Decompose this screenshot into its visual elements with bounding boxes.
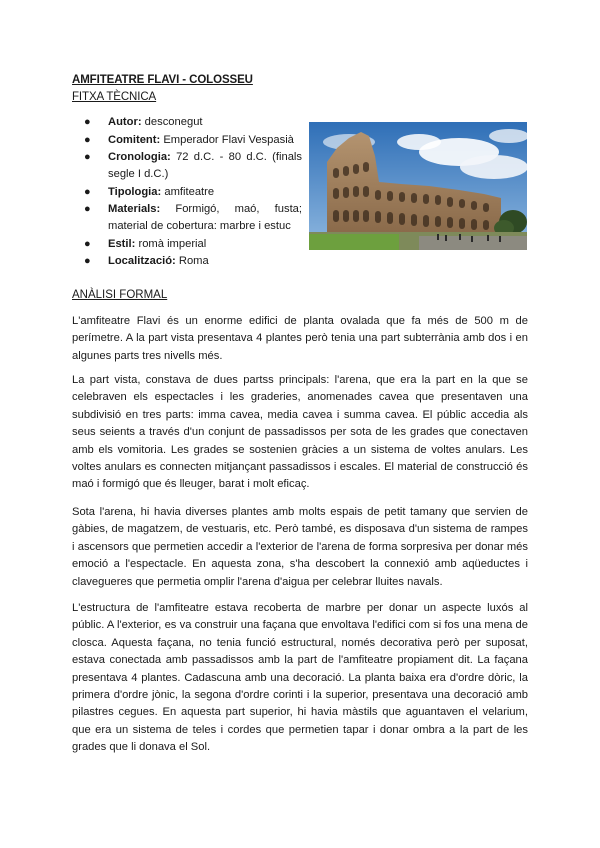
paragraph: Sota l'arena, hi havia diverses plantes amb molts espais de petit tamany que servien de gàbies, de magatzem, de vestuaris, etc. Però també, es disposava d'un sistema de rampes i ascensors que permetien accedir a l'exterior de l'arena de forma sorpresiva per donar més emoció a l'espectacle. En aquesta zona, s'ha descobert la connexió amb aqüeductes i clavegueres que permetia omplir l'arena d'aigua per celebrar lluites navals. bbox=[72, 506, 528, 588]
fact-item-tipologia bbox=[80, 184, 302, 201]
fact-label: Cronologia: bbox=[108, 151, 171, 163]
paragraph: L'estructura de l'amfiteatre estava recoberta de marbre per donar un aspecte luxós al públic. A l'exterior, es va construir una façana que envoltava l'edifici com si fos una mena de closca. Aquesta façana, no tenia funció estructural, només decorativa però per suposat, estava conectada amb passadissos amb la part de l'amfiteatre propiament dit. La façana presentava 4 plantes. Cadascuna amb una decoració. La planta baixa era d'ordre dòric, la primera d'ordre jònic, la segona d'ordre corinti i la superior, presentava una decoració amb pilastres cegues. En aquesta part superior, hi havia màstils que aguantaven el velarium, que era un sistema de teles i cordes que permetien tapar i donar ombra a la part de les grades que li donava el Sol. bbox=[72, 602, 528, 754]
fact-value: romà imperial bbox=[138, 237, 207, 250]
colosseum-photo bbox=[309, 122, 527, 250]
fact-item-localitzacio bbox=[80, 253, 302, 270]
fact-value: amfiteatre bbox=[164, 185, 215, 198]
bullet-icon: ● bbox=[84, 185, 91, 198]
fact-item-estil bbox=[80, 236, 302, 253]
paragraph: La part vista, constava de dues partss principals: l'arena, que era la part en la que se celebraven els espectacles i les graderies, anomenades cavea que presentaven una subdivisió en tres parts: imma cavea, media cavea i summa cavea. El públic accedia als seus seients a través d'un conjunt de passadissos per sota de les grades que conectaven amb els vomitoria. Les grades se sostenien gràcies a un sistema de voltes anulars. Les voltes anulars es connecten mitjançant passadissos i escales. El material de construcció és maó i formigó que és lleuger, barat i molt eficaç. bbox=[72, 374, 528, 491]
fact-sheet-list bbox=[80, 114, 302, 271]
fact-value: Emperador Flavi Vespasià bbox=[163, 133, 294, 146]
fact-label: Autor: bbox=[108, 116, 142, 128]
fact-item-materials bbox=[80, 201, 302, 235]
fact-item-autor bbox=[80, 114, 302, 131]
fact-label: Estil: bbox=[108, 237, 136, 250]
bullet-icon: ● bbox=[84, 133, 91, 146]
fact-value: Formigó, maó, fusta; material de cobertura: marbre i estuc bbox=[108, 203, 303, 232]
bullet-icon: ● bbox=[84, 116, 91, 128]
paragraph: L'amfiteatre Flavi és un enorme edifici de planta ovalada que fa més de 500 m de perímetre. A la part vista presentava 4 plantes però tenia una part subterrània amb dos i en algunes parts tres nivells més. bbox=[72, 315, 528, 362]
bullet-icon: ● bbox=[84, 237, 91, 250]
bullet-icon: ● bbox=[84, 203, 91, 215]
bullet-icon: ● bbox=[84, 151, 91, 163]
fact-item-cronologia bbox=[80, 149, 302, 183]
section-heading-analisi: ANÀLISI FORMAL bbox=[72, 289, 168, 301]
fact-value: Roma bbox=[178, 255, 209, 267]
fact-item-comitent bbox=[80, 132, 302, 149]
section-heading-fitxa: FITXA TÈCNICA bbox=[72, 91, 157, 103]
fact-label: Tipologia: bbox=[108, 185, 162, 198]
fact-value: 72 d.C. - 80 d.C. (finals segle I d.C.) bbox=[108, 151, 302, 180]
fact-label: Materials: bbox=[108, 203, 161, 215]
fact-label: Comitent: bbox=[108, 133, 161, 146]
fact-value: desconegut bbox=[144, 116, 203, 128]
bullet-icon: ● bbox=[84, 255, 91, 267]
document-title: AMFITEATRE FLAVI - COLOSSEU bbox=[72, 74, 253, 86]
fact-label: Localització: bbox=[108, 255, 176, 267]
